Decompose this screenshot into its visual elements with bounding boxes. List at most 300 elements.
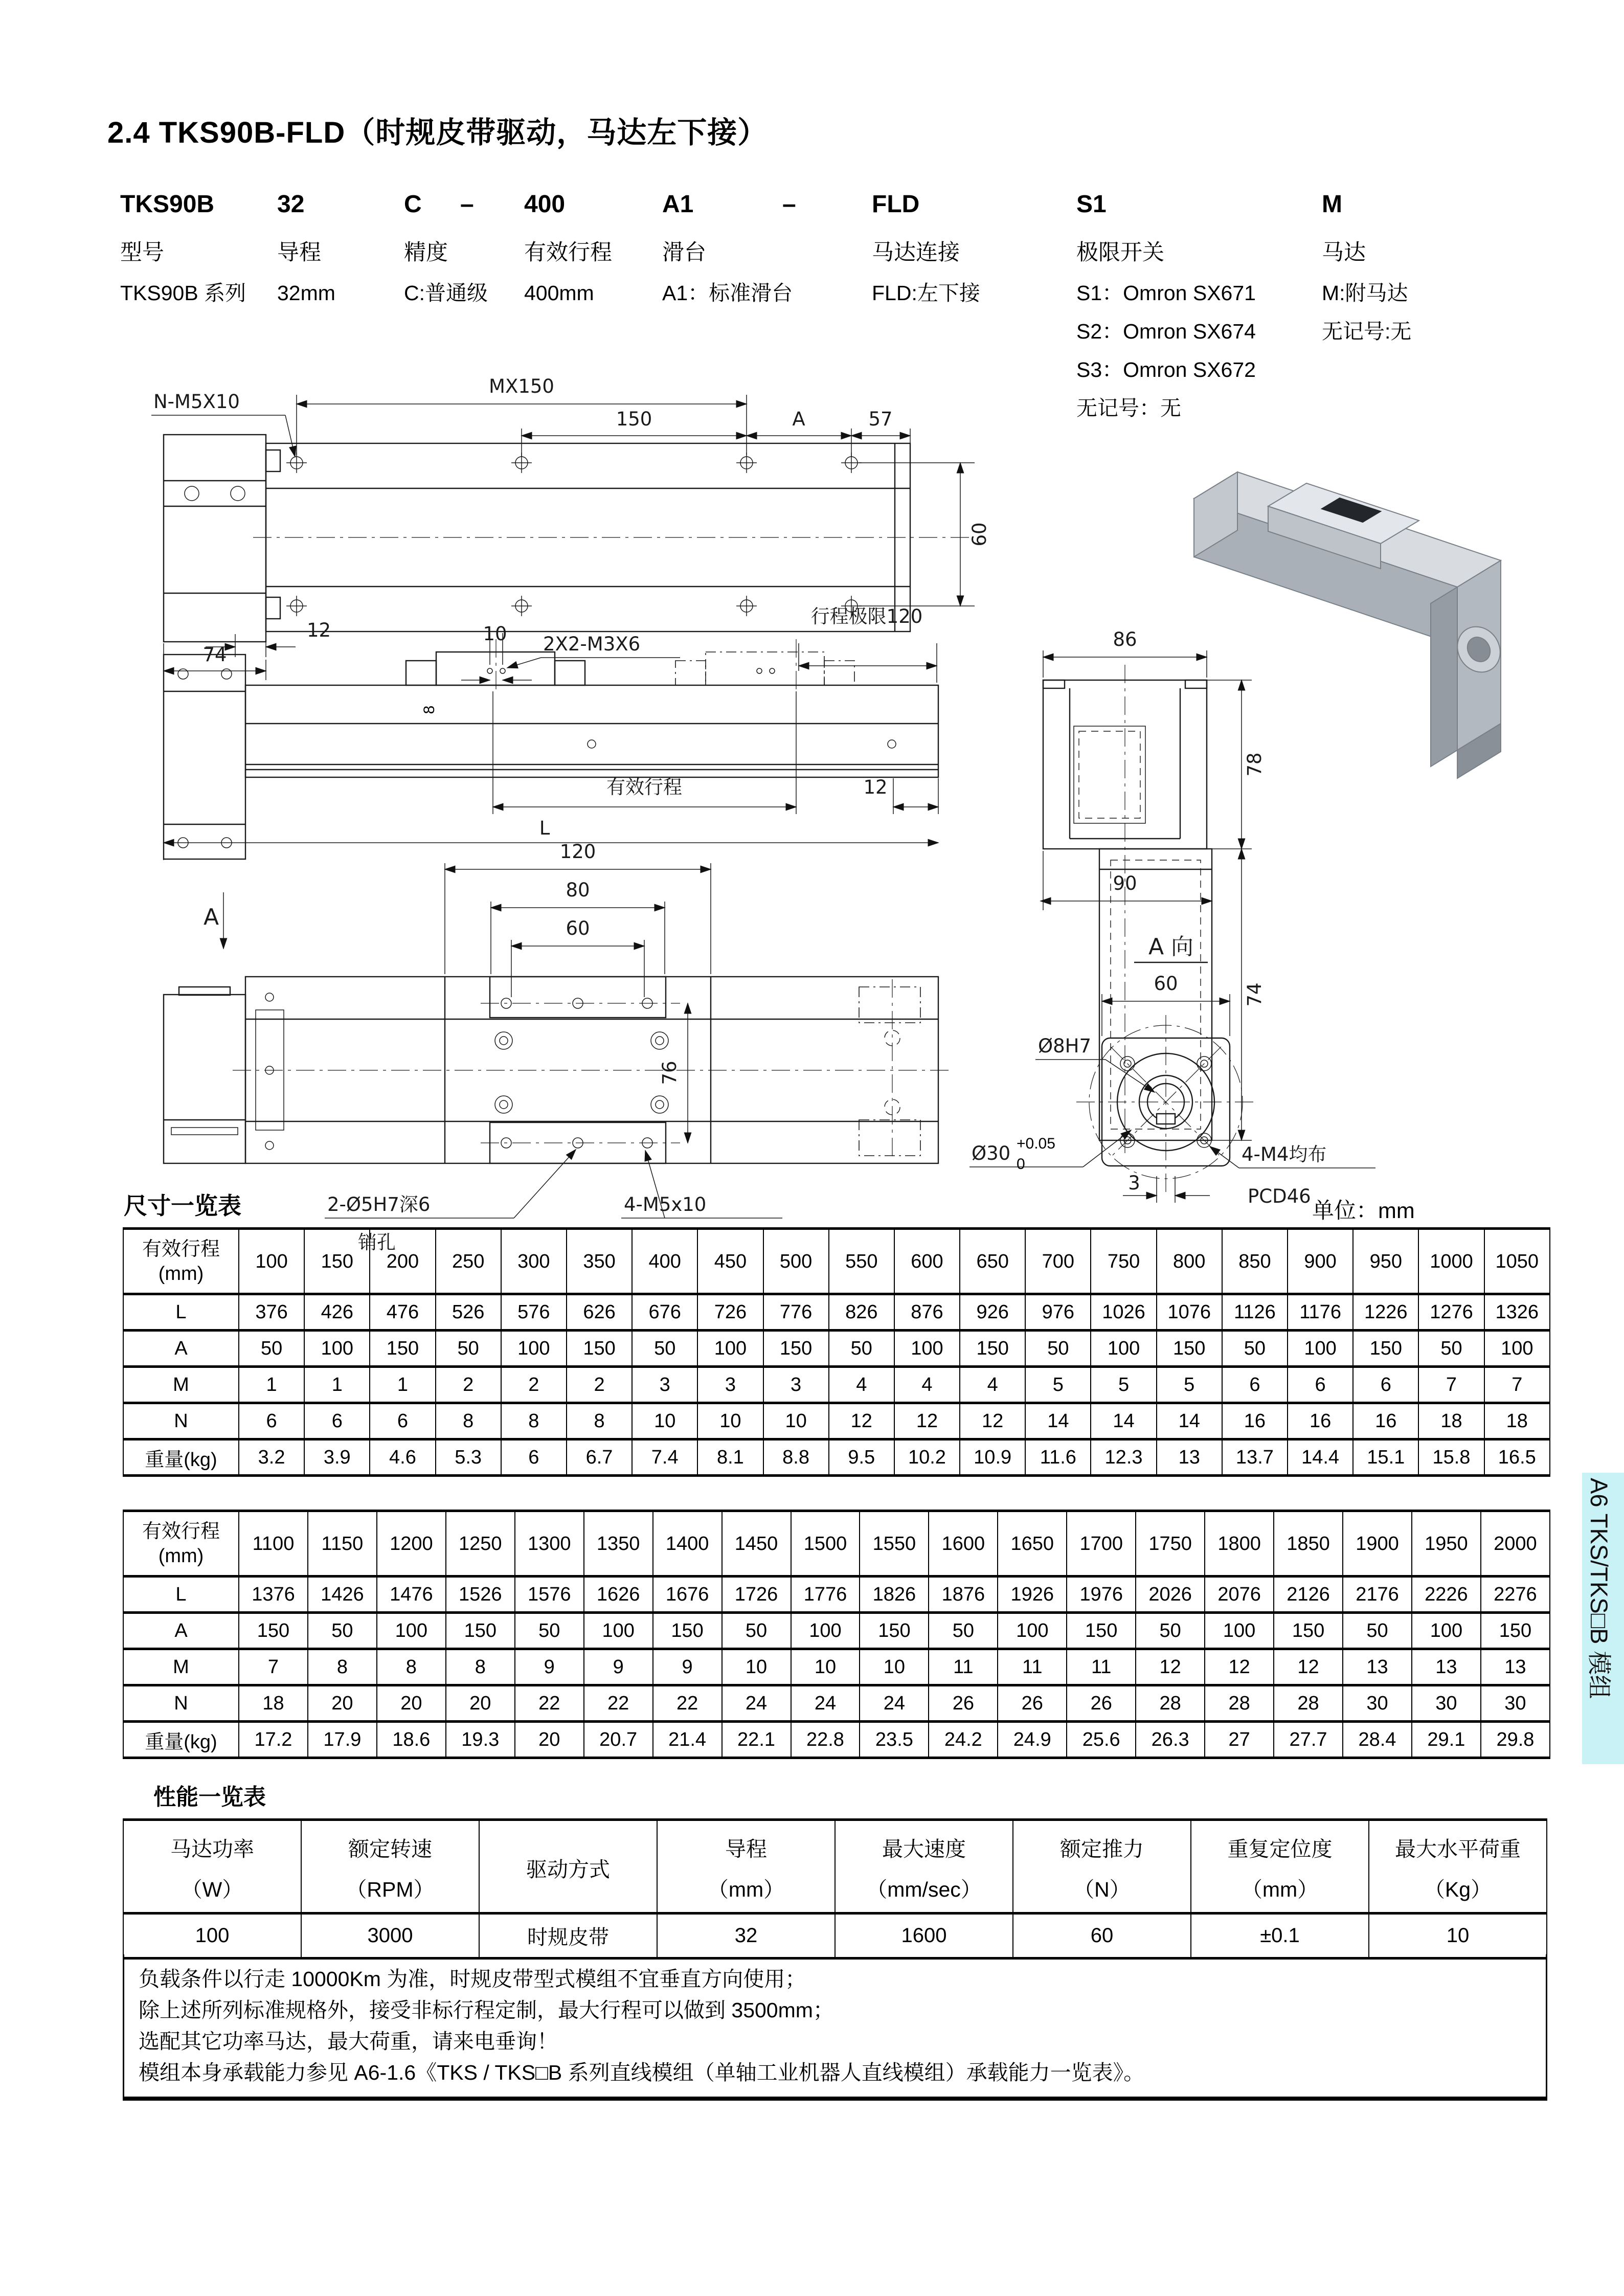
dim-cell: 6 [1353, 1367, 1418, 1403]
dim-cell: 28 [1205, 1685, 1274, 1722]
dim-cell: 10 [697, 1403, 763, 1439]
dim-cell: 100 [998, 1613, 1067, 1649]
dim-cell: 150 [1353, 1331, 1418, 1367]
dim-cell: 1026 [1091, 1294, 1156, 1331]
dim-label: 10 [483, 623, 507, 645]
dim-cell: 30 [1412, 1685, 1481, 1722]
perf-header-cell: 导程 （mm） [657, 1820, 835, 1914]
dim-cell: 50 [722, 1613, 791, 1649]
dim-cell: 1100 [239, 1511, 308, 1577]
dim-header-row [123, 1229, 1550, 1294]
dim-cell: 1976 [1067, 1577, 1136, 1613]
dim-label: 4-M4均布 [1242, 1143, 1327, 1165]
dim-cell: 18 [1484, 1403, 1550, 1439]
dim-cell: 1776 [791, 1577, 860, 1613]
dim-cell: 776 [763, 1294, 829, 1331]
dim-cell: 8 [377, 1649, 446, 1685]
dim-cell: 150 [239, 1613, 308, 1649]
dim-row [123, 1577, 1550, 1613]
dim-cell: 1450 [722, 1511, 791, 1577]
dim-cell: 100 [304, 1331, 370, 1367]
dim-cell: 100 [1091, 1331, 1156, 1367]
perf-value-cell: 32 [657, 1914, 835, 1959]
dim-cell: 有效行程 (mm) [123, 1229, 239, 1294]
dim-label: 60 [968, 522, 990, 547]
dim-cell: 20 [446, 1685, 515, 1722]
dim-cell: 28 [1274, 1685, 1343, 1722]
dim-cell: 10 [632, 1403, 697, 1439]
dim-label: 74 [1244, 982, 1266, 1007]
dim-cell: 11 [998, 1649, 1067, 1685]
dim-cell: 2026 [1136, 1577, 1205, 1613]
section-index-tab [1582, 1473, 1624, 1764]
performance-value-row [123, 1914, 1547, 1959]
ordering-code: – [460, 191, 474, 218]
ordering-desc: A1：标准滑台 [662, 281, 793, 305]
dim-cell: 1950 [1412, 1511, 1481, 1577]
dim-cell: 100 [1412, 1613, 1481, 1649]
dim-cell: 16 [1222, 1403, 1288, 1439]
dim-cell: 20 [308, 1685, 377, 1722]
notes-box [123, 1954, 1547, 2101]
dim-cell: 1476 [377, 1577, 446, 1613]
dim-cell: 50 [239, 1331, 304, 1367]
dim-label: 2X2-M3X6 [543, 633, 641, 655]
dim-cell: 150 [1481, 1613, 1550, 1649]
dim-label: 86 [1113, 628, 1137, 650]
dim-cell: 27.7 [1274, 1722, 1343, 1758]
dim-cell: 22.1 [722, 1722, 791, 1758]
perf-value-cell: 100 [123, 1914, 301, 1959]
dim-cell: 26 [1067, 1685, 1136, 1722]
dim-cell: 626 [567, 1294, 632, 1331]
dim-row [123, 1294, 1550, 1331]
dim-label: 150 [616, 408, 652, 430]
dim-cell: 10 [763, 1403, 829, 1439]
dim-label: 76 [659, 1061, 681, 1085]
dim-cell: 13 [1412, 1649, 1481, 1685]
dim-cell: 1626 [584, 1577, 653, 1613]
dim-cell: 10 [860, 1649, 929, 1685]
dim-cell: 1350 [584, 1511, 653, 1577]
dim-cell: 20.7 [584, 1722, 653, 1758]
dim-cell: 400 [632, 1229, 697, 1294]
ordering-desc: FLD:左下接 [872, 281, 980, 305]
ordering-desc: C:普通级 [404, 281, 488, 305]
dim-cell: 100 [239, 1229, 304, 1294]
dim-cell: 6 [370, 1403, 435, 1439]
dim-cell: 10 [722, 1649, 791, 1685]
dim-cell: 1600 [929, 1511, 998, 1577]
dim-cell: 9.5 [829, 1439, 894, 1476]
dim-cell: 16 [1353, 1403, 1418, 1439]
dim-cell: 10.9 [960, 1439, 1025, 1476]
dimension-table-2 [123, 1510, 1550, 1759]
dim-cell: 3.9 [304, 1439, 370, 1476]
dim-cell: 50 [308, 1613, 377, 1649]
dim-cell: 100 [584, 1613, 653, 1649]
dim-cell: 150 [960, 1331, 1025, 1367]
dim-cell: 8 [501, 1403, 567, 1439]
dim-cell: 100 [377, 1613, 446, 1649]
dim-cell: 726 [697, 1294, 763, 1331]
dim-cell: 50 [829, 1331, 894, 1367]
note-line: 模组本身承载能力参见 A6-1.6《TKS / TKS□B 系列直线模组（单轴工业机器人直线模组）承载能力一览表》。 [139, 2061, 1145, 2084]
dim-cell: 750 [1091, 1229, 1156, 1294]
dim-label: 57 [868, 408, 893, 430]
dim-label: 行程极限120 [810, 605, 923, 627]
dim-cell: 150 [860, 1613, 929, 1649]
dim-cell: 19.3 [446, 1722, 515, 1758]
note-line: 除上述所列标准规格外，接受非标行程定制，最大行程可以做到 3500mm； [139, 1998, 834, 2022]
dim-header-row [123, 1511, 1550, 1577]
dim-cell: 700 [1025, 1229, 1091, 1294]
dim-cell: 1876 [929, 1577, 998, 1613]
dim-cell: 250 [436, 1229, 501, 1294]
dim-cell: 50 [1418, 1331, 1484, 1367]
ordering-desc: 400mm [524, 281, 594, 305]
perf-header-cell: 最大速度 （mm/sec） [835, 1820, 1013, 1914]
dim-cell: 7.4 [632, 1439, 697, 1476]
dim-cell: 重量(kg) [123, 1439, 239, 1476]
dim-cell: 1050 [1484, 1229, 1550, 1294]
dim-cell: 926 [960, 1294, 1025, 1331]
dim-cell: 2 [436, 1367, 501, 1403]
dim-cell: 10 [791, 1649, 860, 1685]
mount-holes-top [286, 453, 862, 616]
dim-cell: 8.1 [697, 1439, 763, 1476]
dim-cell: 1276 [1418, 1294, 1484, 1331]
dim-cell: 2276 [1481, 1577, 1550, 1613]
perf-value-cell: 10 [1369, 1914, 1547, 1959]
dim-cell: 50 [1222, 1331, 1288, 1367]
performance-header-row [123, 1820, 1547, 1914]
dim-cell: 4 [894, 1367, 960, 1403]
dim-tolerance-upper: +0.05 [1017, 1135, 1055, 1152]
ordering-code: M [1322, 191, 1342, 218]
dim-cell: 50 [515, 1613, 584, 1649]
dim-cell: 1526 [446, 1577, 515, 1613]
dim-cell: 11 [1067, 1649, 1136, 1685]
dim-label: PCD46 [1248, 1185, 1311, 1207]
dim-cell: 6 [1288, 1367, 1353, 1403]
dim-cell: 2226 [1412, 1577, 1481, 1613]
dim-cell: N [123, 1685, 239, 1722]
dim-label: 2-Ø5H7深6 [327, 1194, 431, 1215]
dim-cell: 18 [1418, 1403, 1484, 1439]
dim-label: L [539, 817, 550, 839]
dim-cell: 1126 [1222, 1294, 1288, 1331]
dim-cell: L [123, 1294, 239, 1331]
side-view-drawing [164, 605, 938, 860]
ordering-desc: 32mm [277, 281, 335, 305]
dim-cell: 12 [829, 1403, 894, 1439]
dim-cell: 1250 [446, 1511, 515, 1577]
dim-cell: 17.2 [239, 1722, 308, 1758]
dim-cell: 150 [304, 1229, 370, 1294]
dim-cell: 1 [239, 1367, 304, 1403]
dim-cell: 12 [1136, 1649, 1205, 1685]
ordering-code: FLD [872, 191, 920, 218]
dim-cell: 23.5 [860, 1722, 929, 1758]
dim-cell: 1426 [308, 1577, 377, 1613]
dim-cell: 28 [1136, 1685, 1205, 1722]
dim-cell: 8 [308, 1649, 377, 1685]
dim-cell: 16.5 [1484, 1439, 1550, 1476]
dim-cell: 350 [567, 1229, 632, 1294]
dim-cell: 1326 [1484, 1294, 1550, 1331]
dim-cell: 3 [632, 1367, 697, 1403]
dim-cell: 100 [1288, 1331, 1353, 1367]
dim-cell: 950 [1353, 1229, 1418, 1294]
dim-cell: 150 [1274, 1613, 1343, 1649]
dim-cell: 9 [515, 1649, 584, 1685]
dim-cell: 2 [501, 1367, 567, 1403]
flange-view-drawing [969, 934, 1375, 1207]
dim-cell: 5 [1157, 1367, 1222, 1403]
ordering-name: 型号 [120, 240, 164, 265]
dim-cell: 1726 [722, 1577, 791, 1613]
dim-cell: 5 [1091, 1367, 1156, 1403]
dim-cell: 676 [632, 1294, 697, 1331]
dim-cell: 29.1 [1412, 1722, 1481, 1758]
ordering-desc: M:附马达 [1322, 281, 1408, 305]
dim-cell: 1300 [515, 1511, 584, 1577]
dim-cell: 20 [377, 1685, 446, 1722]
dim-label: 80 [566, 879, 590, 901]
performance-table [123, 1818, 1547, 1960]
dim-cell: 13 [1157, 1439, 1222, 1476]
dim-cell: 100 [697, 1331, 763, 1367]
dim-cell: 500 [763, 1229, 829, 1294]
dim-cell: A [123, 1331, 239, 1367]
dim-cell: 24 [860, 1685, 929, 1722]
dim-cell: 4 [829, 1367, 894, 1403]
dim-cell: 150 [370, 1331, 435, 1367]
dim-cell: 3 [763, 1367, 829, 1403]
dim-cell: 1900 [1343, 1511, 1412, 1577]
dim-cell: 650 [960, 1229, 1025, 1294]
dim-cell: 重量(kg) [123, 1722, 239, 1758]
dim-cell: 1400 [653, 1511, 722, 1577]
dim-cell: 25.6 [1067, 1722, 1136, 1758]
dim-cell: 26 [929, 1685, 998, 1722]
ordering-code: A1 [662, 191, 694, 218]
ordering-name: 精度 [404, 240, 448, 265]
ordering-desc: S1：Omron SX671 [1076, 281, 1256, 305]
dim-cell: 1850 [1274, 1511, 1343, 1577]
dim-cell: 8 [567, 1403, 632, 1439]
dim-cell: 30 [1481, 1685, 1550, 1722]
dim-cell: 10.2 [894, 1439, 960, 1476]
dimension-table-1 [123, 1227, 1550, 1477]
dim-cell: 6 [501, 1439, 567, 1476]
dim-label: 有效行程 [606, 776, 682, 798]
dim-label: 8 [421, 705, 438, 714]
dim-cell: 600 [894, 1229, 960, 1294]
dim-cell: 100 [1205, 1613, 1274, 1649]
dim-cell: 200 [370, 1229, 435, 1294]
dim-cell: 150 [1157, 1331, 1222, 1367]
dim-cell: 150 [653, 1613, 722, 1649]
dim-cell: 22.8 [791, 1722, 860, 1758]
dim-cell: 1 [370, 1367, 435, 1403]
dim-cell: 8 [446, 1649, 515, 1685]
dim-cell: 21.4 [653, 1722, 722, 1758]
dim-row [123, 1403, 1550, 1439]
dim-cell: 7 [239, 1649, 308, 1685]
perf-value-cell: ±0.1 [1191, 1914, 1369, 1959]
ordering-code: 32 [277, 191, 305, 218]
ordering-code: 400 [524, 191, 566, 218]
dim-cell: 22 [515, 1685, 584, 1722]
dim-cell: 300 [501, 1229, 567, 1294]
ordering-code: S1 [1076, 191, 1107, 218]
dim-label: A [792, 408, 805, 430]
dim-cell: 1576 [515, 1577, 584, 1613]
ordering-desc: 无记号：无 [1076, 396, 1181, 420]
dim-cell: 12 [894, 1403, 960, 1439]
dim-cell: 4.6 [370, 1439, 435, 1476]
ordering-name: 马达 [1322, 240, 1366, 265]
dim-cell: 9 [584, 1649, 653, 1685]
dim-cell: 800 [1157, 1229, 1222, 1294]
dim-cell: 13 [1343, 1649, 1412, 1685]
dim-cell: M [123, 1367, 239, 1403]
dim-cell: 1826 [860, 1577, 929, 1613]
dim-cell: 29.8 [1481, 1722, 1550, 1758]
dim-cell: 376 [239, 1294, 304, 1331]
perf-value-cell: 时规皮带 [479, 1914, 657, 1959]
dim-label: 12 [307, 619, 331, 641]
dim-cell: 13 [1481, 1649, 1550, 1685]
dim-cell: M [123, 1649, 239, 1685]
dim-cell: 1076 [1157, 1294, 1222, 1331]
dim-cell: 6 [239, 1403, 304, 1439]
dim-label: 3 [1128, 1172, 1140, 1194]
dim-cell: 28.4 [1343, 1722, 1412, 1758]
dim-cell: 476 [370, 1294, 435, 1331]
dim-cell: 150 [446, 1613, 515, 1649]
dim-label: 120 [559, 841, 596, 863]
dim-cell: 12 [1274, 1649, 1343, 1685]
dim-cell: 8.8 [763, 1439, 829, 1476]
dim-cell: 426 [304, 1294, 370, 1331]
dim-cell: 2 [567, 1367, 632, 1403]
ordering-desc: 无记号:无 [1322, 320, 1412, 343]
dim-cell: 50 [1136, 1613, 1205, 1649]
dim-cell: 2076 [1205, 1577, 1274, 1613]
dim-cell: 100 [894, 1331, 960, 1367]
performance-table-title: 性能一览表 [153, 1785, 266, 1810]
dim-label: 12 [863, 776, 888, 798]
dim-cell: 30 [1343, 1685, 1412, 1722]
perf-value-cell: 1600 [835, 1914, 1013, 1959]
dim-cell: 24.2 [929, 1722, 998, 1758]
ordering-code: C [404, 191, 422, 218]
dim-cell: 6 [1222, 1367, 1288, 1403]
section-arrow-label: A [204, 904, 219, 930]
dim-label: 60 [1154, 973, 1178, 995]
dim-cell: 16 [1288, 1403, 1353, 1439]
dim-cell: 50 [929, 1613, 998, 1649]
dim-label: MX150 [489, 375, 554, 397]
dim-cell: 50 [1025, 1331, 1091, 1367]
dim-cell: 150 [567, 1331, 632, 1367]
dim-cell: 6 [304, 1403, 370, 1439]
perf-header-cell: 额定推力 （N） [1013, 1820, 1191, 1914]
dim-cell: 有效行程 (mm) [123, 1511, 239, 1577]
dim-cell: 100 [501, 1331, 567, 1367]
dim-cell: 150 [1067, 1613, 1136, 1649]
dim-cell: N [123, 1403, 239, 1439]
dim-cell: 12 [960, 1403, 1025, 1439]
dim-cell: 17.9 [308, 1722, 377, 1758]
dim-cell: 1550 [860, 1511, 929, 1577]
dim-cell: 1200 [377, 1511, 446, 1577]
dim-tolerance-lower: 0 [1017, 1156, 1025, 1173]
dim-cell: 850 [1222, 1229, 1288, 1294]
dim-label: 销孔 [358, 1231, 396, 1253]
dim-cell: 826 [829, 1294, 894, 1331]
dim-cell: 26.3 [1136, 1722, 1205, 1758]
dim-cell: 24.9 [998, 1722, 1067, 1758]
dim-cell: 150 [763, 1331, 829, 1367]
dim-cell: 3 [697, 1367, 763, 1403]
ordering-desc: S2：Omron SX674 [1076, 320, 1256, 343]
ordering-name: 极限开关 [1076, 240, 1164, 265]
bottom-view-drawing [164, 841, 951, 1253]
dim-row [123, 1439, 1550, 1476]
dim-cell: 1650 [998, 1511, 1067, 1577]
dim-label: 78 [1244, 752, 1266, 777]
dim-cell: 15.8 [1418, 1439, 1484, 1476]
dim-cell: 2126 [1274, 1577, 1343, 1613]
dim-cell: 1376 [239, 1577, 308, 1613]
ordering-name: 有效行程 [524, 240, 612, 265]
dim-cell: 13.7 [1222, 1439, 1288, 1476]
dim-cell: 976 [1025, 1294, 1091, 1331]
dim-cell: 18.6 [377, 1722, 446, 1758]
dim-cell: 26 [998, 1685, 1067, 1722]
dim-row [123, 1367, 1550, 1403]
dim-cell: 22 [653, 1685, 722, 1722]
dim-cell: 4 [960, 1367, 1025, 1403]
perf-header-cell: 重复定位度 （mm） [1191, 1820, 1369, 1914]
dim-cell: 14 [1157, 1403, 1222, 1439]
dim-label: 60 [566, 917, 590, 939]
perf-header-cell: 马达功率 （W） [123, 1820, 301, 1914]
note-line: 负载条件以行走 10000Km 为准，时规皮带型式模组不宜垂直方向使用； [139, 1967, 806, 1991]
dim-cell: 14 [1025, 1403, 1091, 1439]
dim-cell: 100 [791, 1613, 860, 1649]
dim-cell: 50 [1343, 1613, 1412, 1649]
dim-row [123, 1613, 1550, 1649]
dim-cell: 876 [894, 1294, 960, 1331]
page-title: 2.4 TKS90B-FLD（时规皮带驱动，马达左下接） [107, 116, 768, 149]
dim-cell: 15.1 [1353, 1439, 1418, 1476]
dim-label: 4-M5x10 [624, 1194, 707, 1215]
perf-header-cell: 驱动方式 [479, 1820, 657, 1914]
dim-cell: 550 [829, 1229, 894, 1294]
dim-cell: 576 [501, 1294, 567, 1331]
ordering-name: 马达连接 [872, 240, 960, 265]
dim-cell: 1800 [1205, 1511, 1274, 1577]
dim-cell: 24 [722, 1685, 791, 1722]
dim-cell: 50 [632, 1331, 697, 1367]
dim-cell: 3.2 [239, 1439, 304, 1476]
dim-cell: 8 [436, 1403, 501, 1439]
